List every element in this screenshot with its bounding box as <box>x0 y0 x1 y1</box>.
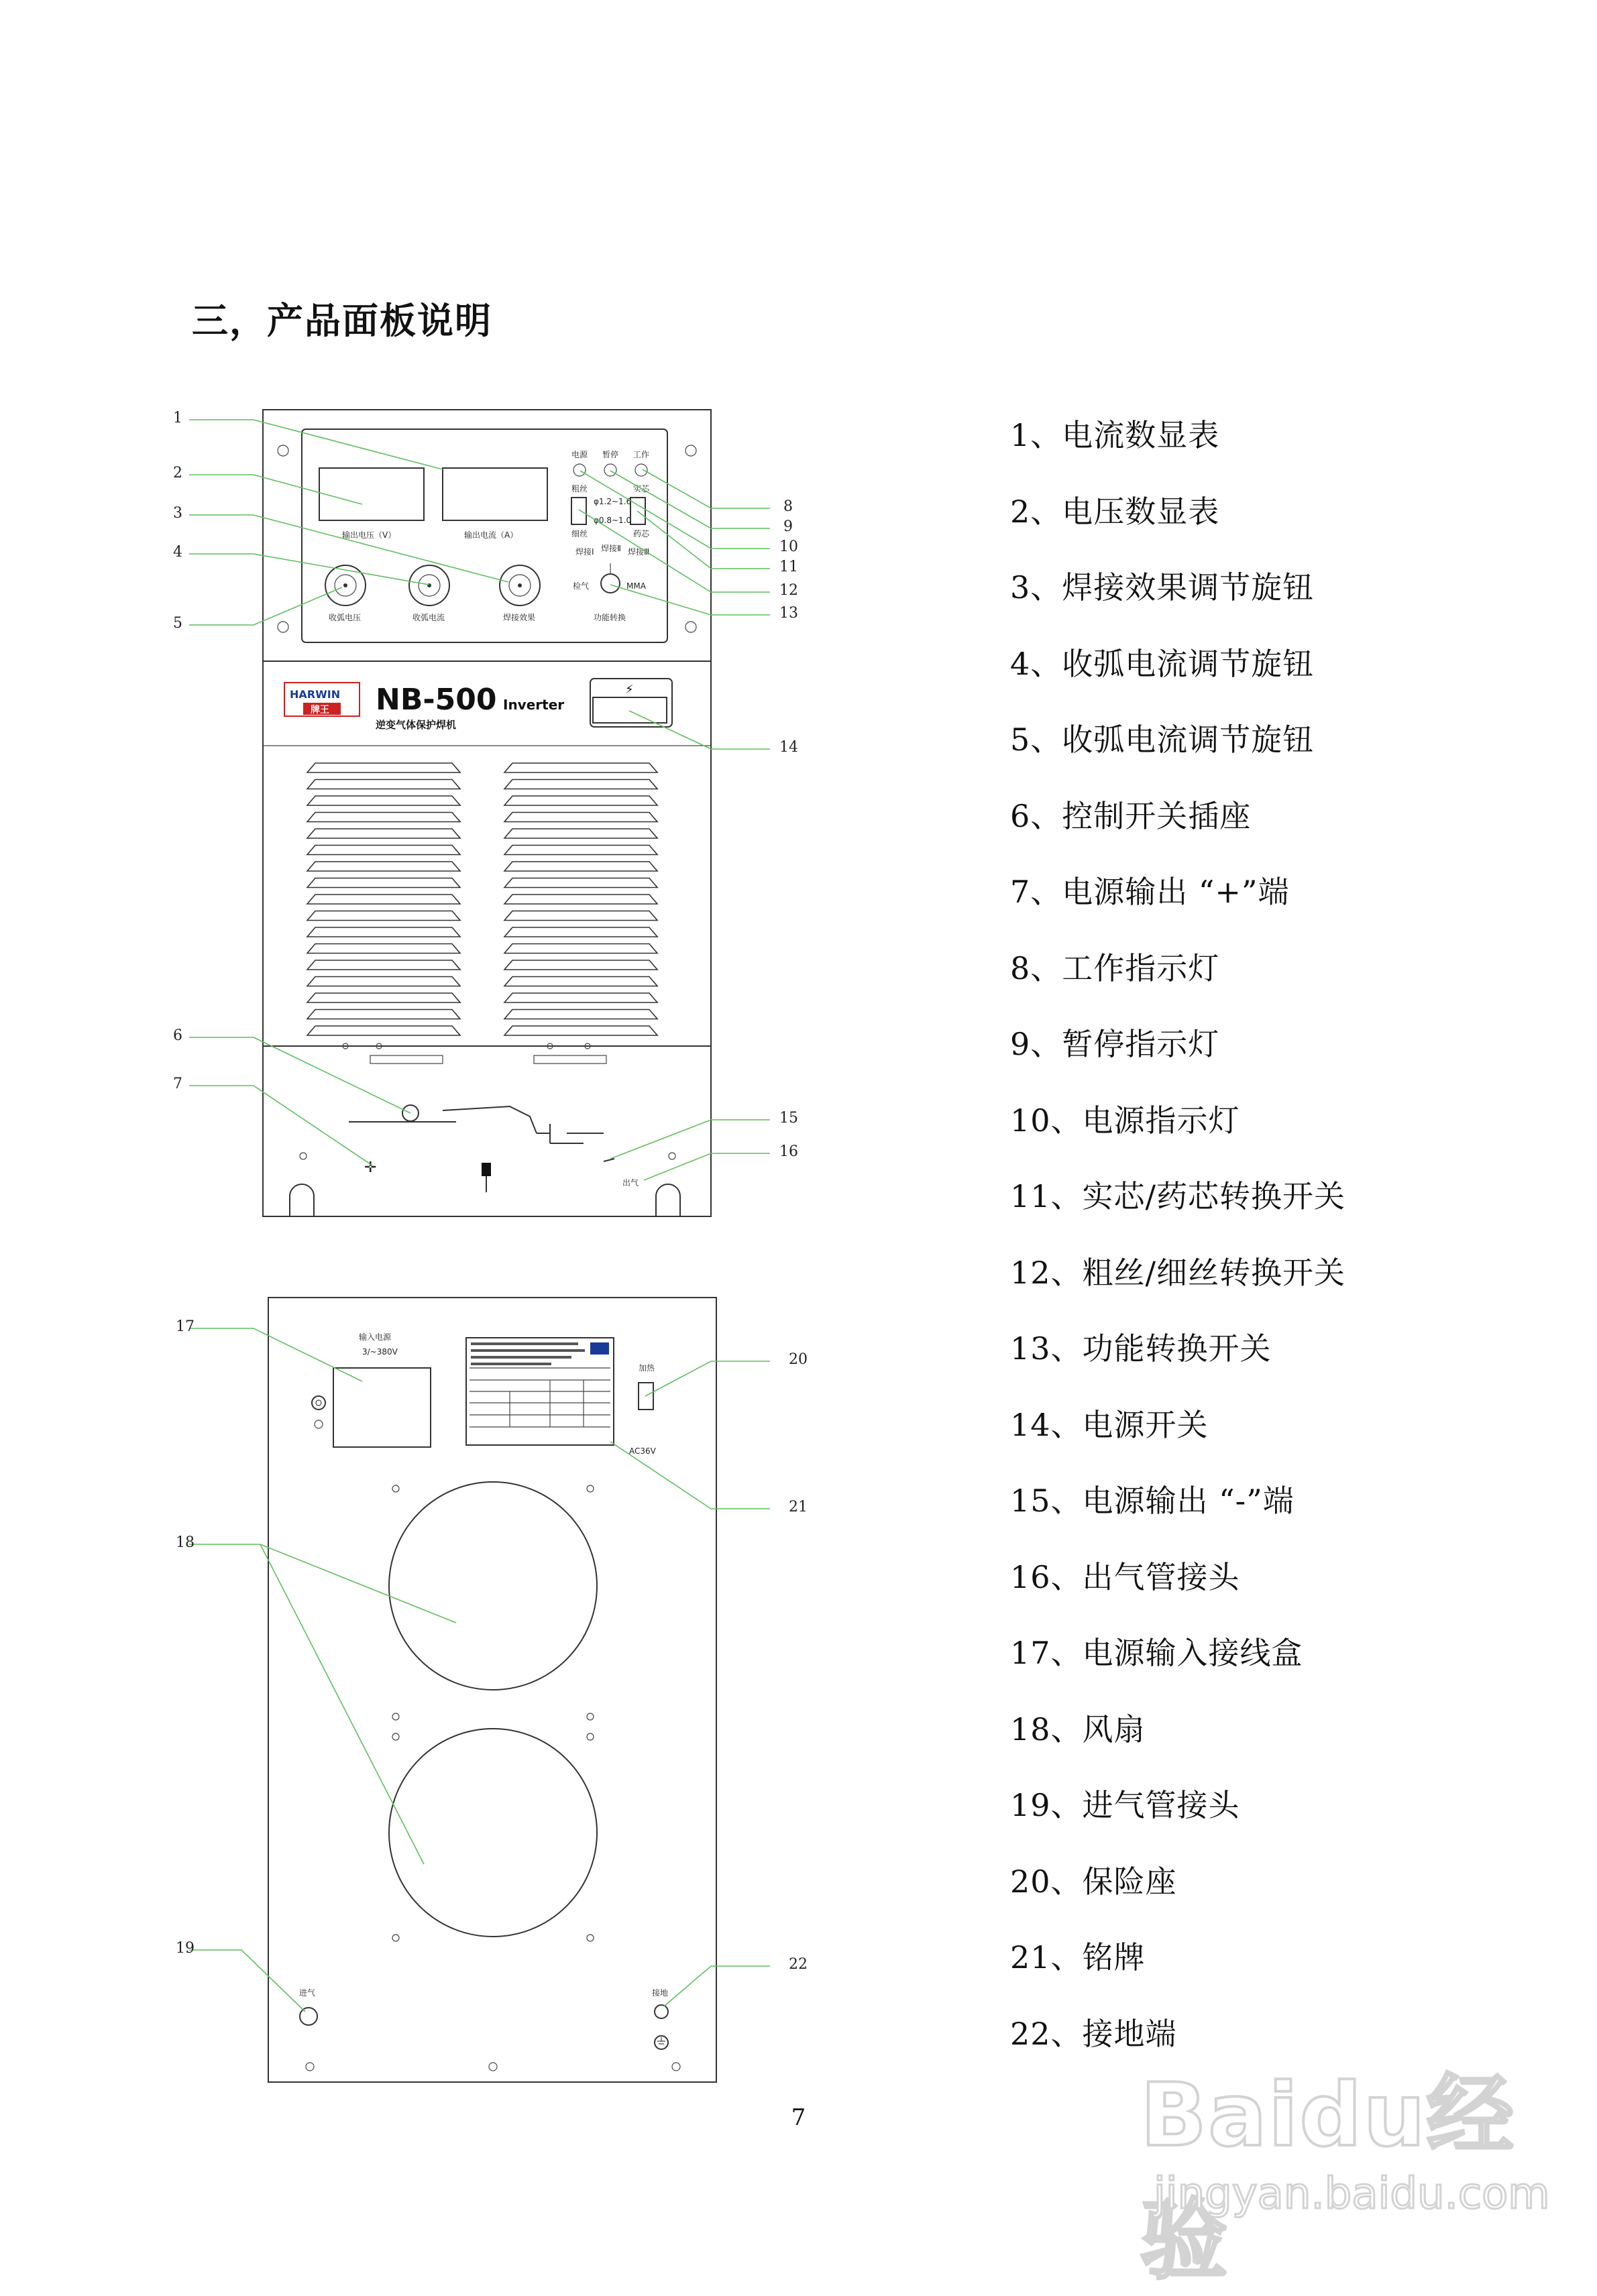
svg-text:22: 22 <box>789 1956 808 1973</box>
knob-arc-current <box>409 565 449 606</box>
screw <box>278 445 288 456</box>
svg-text:21: 21 <box>789 1499 808 1515</box>
switch-label: φ1.2~1.6 <box>594 497 632 506</box>
svg-text:19: 19 <box>176 1940 195 1957</box>
legend-item: 10、电源指示灯 <box>1010 1102 1240 1139</box>
voltage-meter <box>319 468 424 520</box>
indicator-label: 工作 <box>633 450 650 459</box>
model-suffix: Inverter <box>503 697 565 713</box>
indicator-label: 暂停 <box>602 450 619 459</box>
legend-item: 8、工作指示灯 <box>1010 950 1220 986</box>
wire-size-switch <box>571 498 586 524</box>
louver-slat <box>504 1010 657 1019</box>
model-name: NB-500 <box>376 683 497 717</box>
gland-icon <box>312 1396 325 1410</box>
lightning-icon: ⚡ <box>625 683 634 697</box>
ac-label: AC36V <box>629 1446 656 1456</box>
louver-slat <box>307 846 460 855</box>
indicator-label: 电源 <box>571 450 588 459</box>
legend-item: 20、保险座 <box>1010 1863 1177 1900</box>
function-label: 焊接Ⅱ <box>601 544 621 553</box>
legend-item: 16、出气管接头 <box>1010 1558 1240 1595</box>
louver-slat <box>307 763 460 772</box>
knob-label: 收弧电压 <box>329 613 362 622</box>
meter-current-label: 输出电流（A） <box>464 530 518 540</box>
fan-top <box>389 1482 597 1690</box>
louver-slat <box>307 813 460 822</box>
louver-slat <box>307 960 460 970</box>
svg-text:3: 3 <box>173 505 182 522</box>
louver-slat <box>504 780 657 789</box>
louver-slat <box>307 780 460 789</box>
nameplate-text-lines <box>471 1342 585 1365</box>
svg-text:HARWIN: HARWIN <box>290 688 341 701</box>
louver-right <box>504 763 657 1035</box>
foot-slot <box>290 1184 314 1216</box>
front-panel-drawing <box>263 410 711 1216</box>
louver-slat <box>504 993 657 1002</box>
legend-item: 3、焊接效果调节旋钮 <box>1010 569 1315 606</box>
svg-text:16: 16 <box>779 1143 798 1160</box>
function-label: MMA <box>626 581 646 591</box>
ground-label: 接地 <box>652 1988 669 1998</box>
svg-text:20: 20 <box>789 1351 808 1368</box>
gas-out-fitting <box>604 1159 614 1161</box>
louver-slat <box>307 829 460 838</box>
legend-item: 15、电源输出 “-”端 <box>1010 1483 1295 1519</box>
input-terminal-box <box>333 1368 431 1447</box>
rear-callouts <box>176 1318 808 2012</box>
legend-item: 1、电流数显表 <box>1010 417 1220 453</box>
legend-item: 12、粗丝/细丝转换开关 <box>1010 1254 1346 1291</box>
svg-text:6: 6 <box>173 1027 182 1044</box>
handle-slot <box>534 1055 606 1064</box>
knob-arc-voltage <box>325 565 366 606</box>
svg-text:18: 18 <box>176 1534 195 1551</box>
switch-label: 细丝 <box>571 529 588 538</box>
svg-text:7: 7 <box>173 1076 182 1092</box>
svg-text:13: 13 <box>779 605 798 622</box>
svg-text:8: 8 <box>783 498 793 515</box>
legend-item: 2、电压数显表 <box>1010 493 1220 530</box>
plus-terminal-icon: ✛ <box>364 1159 377 1176</box>
legend-item: 9、暂停指示灯 <box>1010 1026 1220 1062</box>
louver-slat <box>307 862 460 871</box>
louver-slat <box>307 944 460 954</box>
switch-label: φ0.8~1.0 <box>594 516 632 525</box>
input-title: 输入电源 <box>359 1332 392 1342</box>
screw <box>685 445 696 456</box>
torch-connector <box>443 1106 537 1133</box>
model-subtitle: 逆变气体保护焊机 <box>376 719 457 731</box>
nameplate-logo <box>590 1342 609 1355</box>
legend-item: 19、进气管接头 <box>1010 1787 1240 1823</box>
svg-text:12: 12 <box>779 582 798 599</box>
louver-slat <box>307 895 460 904</box>
svg-text:2: 2 <box>173 465 182 481</box>
louver-slat <box>307 1010 460 1019</box>
legend-item: 14、电源开关 <box>1010 1406 1209 1443</box>
louver-slat <box>504 977 657 986</box>
foot-slot <box>656 1184 680 1216</box>
page-number: 7 <box>791 2104 806 2131</box>
section-title: 三，产品面板说明 <box>192 300 492 342</box>
switch-label: 药芯 <box>633 529 650 538</box>
legend-item: 6、控制开关插座 <box>1010 797 1252 834</box>
louver-slat <box>504 927 657 937</box>
svg-text:牌王: 牌王 <box>311 705 329 715</box>
svg-text:9: 9 <box>783 518 793 535</box>
switch-label: 实芯 <box>633 484 650 494</box>
louver-slat <box>504 829 657 838</box>
function-switch-knob <box>601 574 620 593</box>
pause-indicator-icon <box>604 464 616 476</box>
heater-label: 加热 <box>639 1363 655 1373</box>
svg-text:11: 11 <box>779 559 798 575</box>
louver-slat <box>307 977 460 986</box>
legend-item: 11、实芯/药芯转换开关 <box>1010 1178 1346 1214</box>
louver-slat <box>307 927 460 937</box>
legend-item: 13、功能转换开关 <box>1010 1330 1272 1367</box>
louver-slat <box>504 944 657 954</box>
legend-item: 7、电源输出 “+”端 <box>1010 874 1290 910</box>
louver-slat <box>307 1026 460 1035</box>
knob-label: 焊接效果 <box>503 613 536 622</box>
power-indicator-icon <box>573 464 586 476</box>
work-indicator-icon <box>635 464 647 476</box>
louver-slat <box>307 878 460 888</box>
knob-weld-effect <box>500 565 540 606</box>
legend-item: 21、铭牌 <box>1010 1939 1146 1975</box>
louver-slat <box>307 993 460 1002</box>
current-meter <box>443 468 547 520</box>
handle-slot <box>370 1055 443 1064</box>
function-label: 检气 <box>573 581 590 591</box>
svg-text:14: 14 <box>779 739 798 756</box>
rear-panel-drawing <box>268 1298 716 2082</box>
watermark-url: jingyan.baidu.com <box>1154 2169 1550 2219</box>
gas-out-label: 出气 <box>622 1178 639 1188</box>
louver-slat <box>307 911 460 921</box>
function-title: 功能转换 <box>594 613 626 622</box>
legend-item: 17、电源输入接线盒 <box>1010 1635 1303 1671</box>
louver-slat <box>307 796 460 805</box>
louver-left <box>307 763 460 1035</box>
svg-text:15: 15 <box>779 1110 798 1127</box>
svg-text:10: 10 <box>779 538 798 555</box>
louver-slat <box>504 960 657 970</box>
function-label: 焊接Ⅲ <box>628 547 650 557</box>
gas-in-fitting <box>300 2008 317 2025</box>
louver-slat <box>504 862 657 871</box>
louver-slat <box>504 1026 657 1035</box>
louver-slat <box>504 911 657 921</box>
power-switch <box>593 697 667 723</box>
louver-slat <box>504 813 657 822</box>
gas-in-label: 进气 <box>299 1988 316 1998</box>
minus-terminal-icon <box>482 1163 491 1176</box>
louver-slat <box>504 895 657 904</box>
screw <box>685 622 696 632</box>
brand-logo <box>284 683 360 716</box>
knob-label: 收弧电流 <box>412 613 445 622</box>
torch-connector <box>537 1124 604 1143</box>
legend-item: 4、收弧电流调节旋钮 <box>1010 645 1315 682</box>
svg-text:17: 17 <box>176 1318 195 1335</box>
watermark-brand: Baidu经验 <box>1140 2064 1515 2291</box>
input-spec: 3/~380V <box>362 1347 398 1357</box>
function-label: 焊接Ⅰ <box>575 547 594 557</box>
louver-slat <box>504 796 657 805</box>
louver-slat <box>504 763 657 772</box>
svg-text:5: 5 <box>173 615 182 632</box>
front-callouts <box>173 410 798 1180</box>
svg-text:4: 4 <box>173 544 182 561</box>
svg-text:1: 1 <box>173 410 182 426</box>
ground-terminal <box>655 2005 668 2018</box>
louver-slat <box>504 846 657 855</box>
louver-slat <box>504 878 657 888</box>
switch-label: 粗丝 <box>571 484 588 494</box>
legend-item: 18、风扇 <box>1010 1711 1146 1747</box>
meter-voltage-label: 输出电压（V） <box>342 530 396 540</box>
legend-item: 5、收弧电流调节旋钮 <box>1010 722 1315 758</box>
fan-bottom <box>389 1729 597 1937</box>
legend-item: 22、接地端 <box>1010 2015 1177 2052</box>
screw <box>278 622 288 632</box>
